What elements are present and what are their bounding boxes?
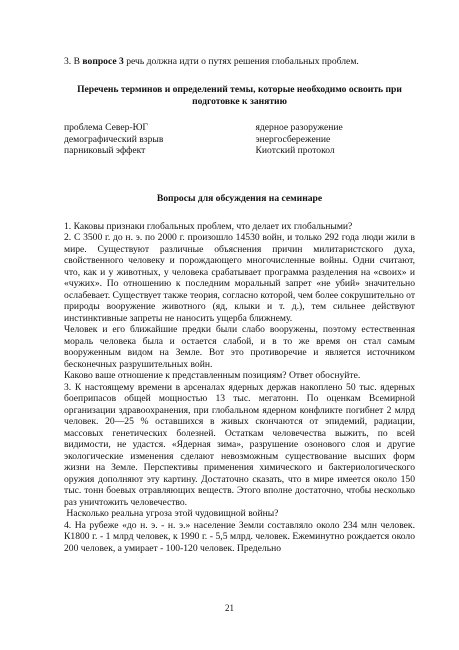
- intro-prefix: 3. В: [64, 56, 83, 67]
- term-item: энергосбережение: [255, 133, 331, 145]
- intro-suffix: речь должна идти о путях решения глобальных проблем.: [123, 56, 359, 67]
- page-number: 21: [225, 603, 234, 613]
- question-paragraph: Человек и его ближайшие предки были слабо вооружены, поэтому естественная мораль человека была и остается слабой, и в то же время он стал самым вооруженным видом на Земле. Вот это противоречие и является источником бесконечных разрушительных войн.: [64, 324, 415, 370]
- intro-bold: вопросе 3: [82, 56, 124, 67]
- terms-right-column: [224, 122, 416, 157]
- term-item: парниковый эффект: [64, 145, 146, 156]
- term-item: проблема Север-ЮГ: [64, 122, 148, 133]
- question-paragraph: 2. С 3500 г. до н. э. по 2000 г. произошло 14530 войн, и только 292 года люди жили в мире. Существуют различные объяснения причин милитаристского духа, свойственного человеку и порождающего многочисленные войны. Одни считают, что, как и у животных, у человека срабатывает программа разделения на «своих» и «чужих». По отношению к последним моральный запрет «не убий» значительно ослабевает. Существует также теория, согласно которой, чем более сокрушительно от природы вооружение животного (яд, клыки и т. д.), тем сильнее действуют инстинктивные запреты не наносить ущерба ближнему.: [64, 232, 416, 324]
- questions-body: [64, 221, 415, 555]
- terms-left-column: [64, 122, 224, 157]
- intro-paragraph: [64, 56, 415, 68]
- questions-heading: Вопросы для обсуждения на семинаре: [156, 192, 323, 204]
- question-paragraph: 3. К настоящему времени в арсеналах ядерных держав накоплено 50 тыс. ядерных боеприпасов общей мощностью 13 тыс. мегатонн. По оценкам Всемирной организации здравоохранения, при глобальном ядерном конфликте погибнет 2 млрд человек. 20—25 % оставшихся в живых скончаются от эпидемий, радиации, массовых генетических болезней. Остаткам человечества выжить, по всей видимости, не удастся. «Ядерная зима», разрушение озонового слоя и другие экологические изменения сделают невозможным существование высших форм жизни на Земле. Перспективы применения химического и бактериологического оружия дополняют эту картину. Достаточно сказать, что в мире имеется около 150 тыс. тонн боевых отравляющих веществ. Этого вполне достаточно, чтобы несколько раз уничтожить человечество.: [64, 381, 415, 508]
- terms-list: [64, 122, 415, 157]
- question-paragraph: Каково ваше отношение к представленным позициям? Ответ обоснуйте.: [64, 370, 361, 381]
- term-item: демографический взрыв: [64, 133, 164, 145]
- term-item: Киотский протокол: [255, 145, 335, 156]
- terms-heading: Перечень терминов и определений темы, которые необходимо освоить при подготовке к занятию: [77, 84, 402, 107]
- term-item: ядерное разоружение: [255, 122, 343, 133]
- question-paragraph: 4. На рубеже «до н. э. - н. э.» население Земли составляло около 234 млн человек. К1800 г. - 1 млрд человек, к 1990 г. - 5,5 млрд. человек. Ежеминутно рождается около 200 человек, а умирает - 100-120 человек. Предельно: [64, 519, 415, 554]
- question-paragraph: Насколько реальна угроза этой чудовищной войны?: [64, 508, 279, 519]
- question-paragraph: 1. Каковы признаки глобальных проблем, что делает их глобальными?: [64, 220, 353, 232]
